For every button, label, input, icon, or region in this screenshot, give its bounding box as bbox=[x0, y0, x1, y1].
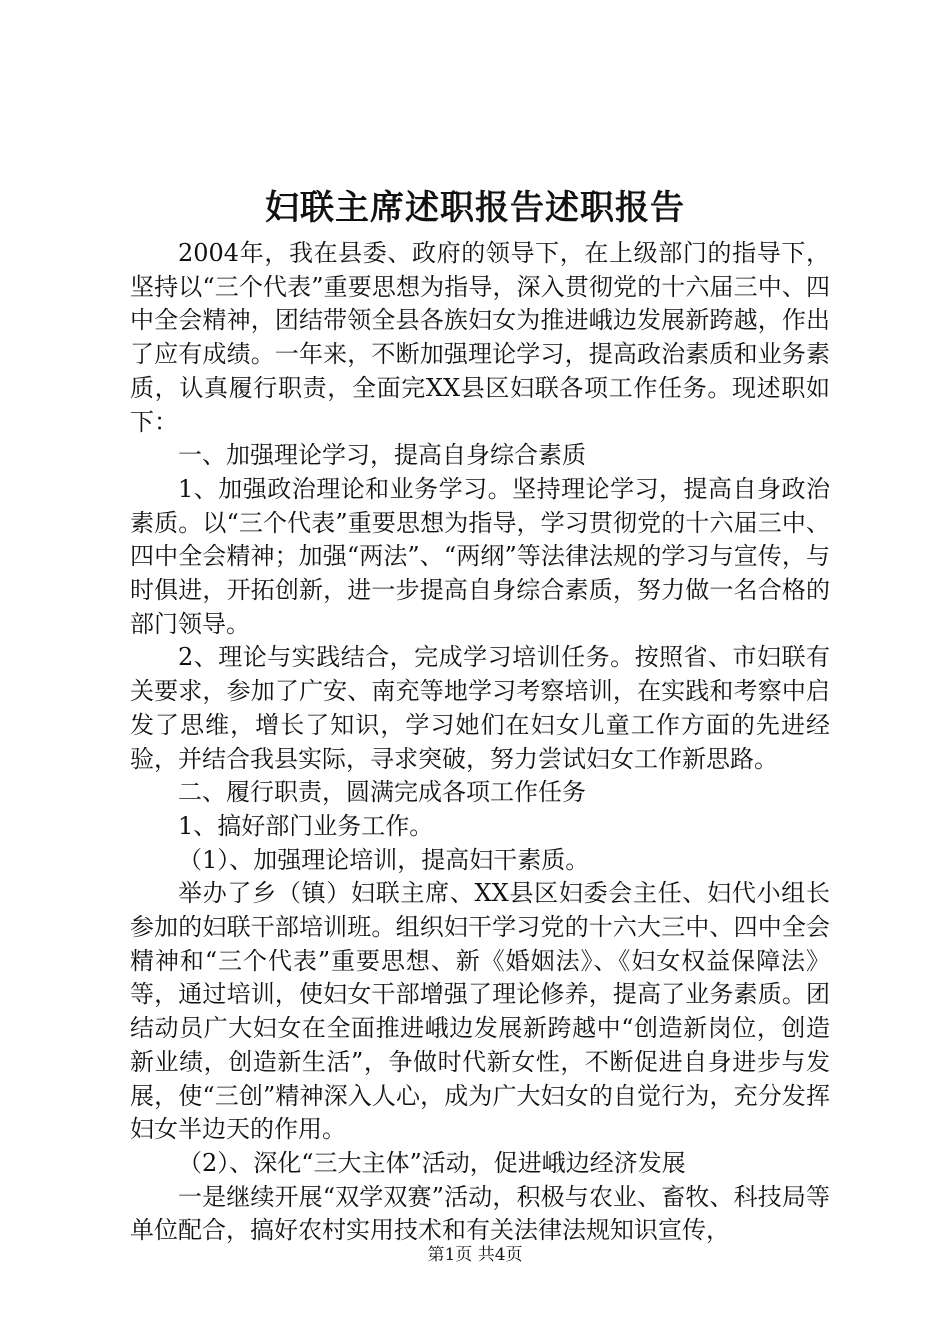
paragraph-training: 举办了乡（镇）妇联主席、XX县区妇委会主任、妇代小组长参加的妇联干部培训班。组织妇干学习党的十六大三中、四中全会精神和“三个代表”重要思想、新《婚姻法》、《妇女权益保障法》等，通过培训，使妇女干部增强了理论修养，提高了业务素质。团结动员广大妇女在全面推进峨边发展新跨越中“创造新岗位，创造新业绩，创造新生活”，争做时代新女性，不断促进自身进步与发展，使“三创”精神深入人心，成为广大妇女的自觉行为，充分发挥妇女半边天的作用。 bbox=[130, 879, 830, 1144]
subheading-2-1: 1、搞好部门业务工作。 bbox=[178, 811, 434, 840]
section-heading-1: 一、加强理论学习，提高自身综合素质 bbox=[178, 441, 586, 470]
section-heading-2: 二、履行职责，圆满完成各项工作任务 bbox=[178, 778, 586, 807]
subheading-2-1-2: （2）、深化“三大主体”活动，促进峨边经济发展 bbox=[178, 1148, 686, 1177]
paragraph-intro: 2004年，我在县委、政府的领导下，在上级部门的指导下，坚持以“三个代表”重要思想为指导，深入贯彻党的十六届三中、四中全会精神，团结带领全县各族妇女为推进峨边发展新跨越，作出了应有成绩。一年来，不断加强理论学习，提高政治素质和业务素质，认真履行职责，全面完XX县区妇联各项工作任务。现述职如下： bbox=[130, 239, 830, 436]
page-number-footer: 第1页 共4页 bbox=[427, 1245, 523, 1265]
paragraph-activities: 一是继续开展“双学双赛”活动，积极与农业、畜牧、科技局等单位配合，搞好农村实用技术和有关法律法规知识宣传， bbox=[130, 1182, 830, 1245]
subheading-2-1-1: （1）、加强理论培训，提高妇干素质。 bbox=[178, 845, 590, 874]
document-title: 妇联主席述职报告述职报告 bbox=[265, 188, 685, 228]
document-body bbox=[130, 237, 830, 1248]
paragraph-1-1: 1、加强政治理论和业务学习。坚持理论学习，提高自身政治素质。以“三个代表”重要思想为指导，学习贯彻党的十六届三中、四中全会精神；加强“两法”、“两纲”等法律法规的学习与宣传，与时俱进，开拓创新，进一步提高自身综合素质，努力做一名合格的部门领导。 bbox=[130, 474, 830, 638]
paragraph-1-2: 2、理论与实践结合，完成学习培训任务。按照省、市妇联有关要求，参加了广安、南充等地学习考察培训，在实践和考察中启发了思维，增长了知识，学习她们在妇女儿童工作方面的先进经验，并结合我县实际，寻求突破，努力尝试妇女工作新思路。 bbox=[130, 643, 830, 773]
